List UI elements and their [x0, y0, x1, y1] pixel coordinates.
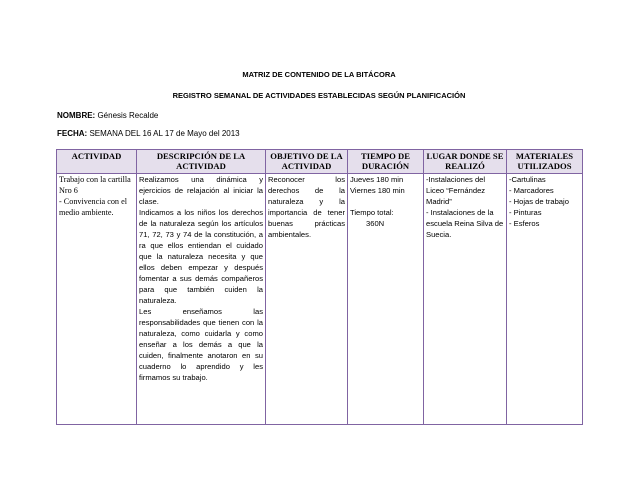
cell-tiempo	[348, 174, 424, 425]
lugar-line: -Instalaciones del Liceo “Fernández Madrid”	[426, 175, 486, 206]
material-item: -Cartulinas	[509, 175, 546, 184]
cell-lugar	[424, 174, 507, 425]
tiempo-line: Tiempo total:	[350, 208, 394, 217]
document-subtitle: REGISTRO SEMANAL DE ACTIVIDADES ESTABLECIDAS SEGÚN PLANIFICACIÓN	[172, 91, 466, 100]
header-objetivo: OBJETIVO DE LA ACTIVIDAD	[266, 150, 348, 174]
descripcion-paragraph: Les enseñamos las responsabilidades que tienen con la naturaleza, como cuidarla y como enseñar a los demás a que la cuiden, finalmente anotaron en su cuaderno lo aprendido y les firmamos su trabajo.	[139, 307, 263, 382]
header-actividad: ACTIVIDAD	[57, 150, 137, 174]
actividad-line: - Convivencia con el medio ambiente.	[59, 197, 127, 217]
cell-descripcion	[137, 174, 266, 425]
table-header-row	[57, 150, 583, 174]
name-line	[57, 111, 158, 120]
name-label: NOMBRE:	[57, 111, 96, 120]
descripcion-paragraph: Indicamos a los niños los derechos de la naturaleza según los artículos 71, 72, 73 y 74 de la constitución, a ra que ellos entiendan el cuidado que la naturaleza necesita y que ellos deben empezar y después fomentar a sus demás compañeros para que también cuiden la naturaleza.	[139, 208, 263, 305]
tiempo-line: Viernes 180 min	[350, 186, 405, 195]
material-item: - Marcadores	[509, 186, 554, 195]
material-item: - Hojas de trabajo	[509, 197, 569, 206]
table-row	[57, 174, 583, 425]
tiempo-spacer	[350, 196, 421, 207]
date-label: FECHA:	[57, 129, 88, 138]
objetivo-text: Reconocer los derechos de la naturaleza y la importancia de tener buenas prácticas ambientales.	[268, 175, 345, 239]
material-item: - Esferos	[509, 219, 540, 228]
lugar-line: - Instalaciones de la escuela Reina Silva de Suecia.	[426, 208, 504, 239]
actividad-line: Trabajo con la cartilla Nro 6	[59, 175, 131, 195]
header-materiales: MATERIALES UTILIZADOS	[507, 150, 583, 174]
cell-objetivo	[266, 174, 348, 425]
header-lugar: LUGAR DONDE SE REALIZÓ	[424, 150, 507, 174]
cell-actividad	[57, 174, 137, 425]
activities-table	[56, 149, 583, 425]
header-tiempo: TIEMPO DE DURACIÓN	[348, 150, 424, 174]
tiempo-line: Jueves 180 min	[350, 175, 404, 184]
header-descripcion: DESCRIPCIÓN DE LA ACTIVIDAD	[137, 150, 266, 174]
cell-materiales	[507, 174, 583, 425]
date-line	[57, 129, 240, 138]
document-title: MATRIZ DE CONTENIDO DE LA BITÁCORA	[242, 70, 396, 79]
material-item: - Pinturas	[509, 208, 542, 217]
name-value: Génesis Recalde	[95, 111, 159, 120]
date-value: SEMANA DEL 16 AL 17 de Mayo del 2013	[87, 129, 240, 138]
tiempo-line: 360N	[366, 219, 385, 228]
descripcion-paragraph: Realizamos una dinámica y ejercicios de relajación al iniciar la clase.	[139, 175, 263, 206]
